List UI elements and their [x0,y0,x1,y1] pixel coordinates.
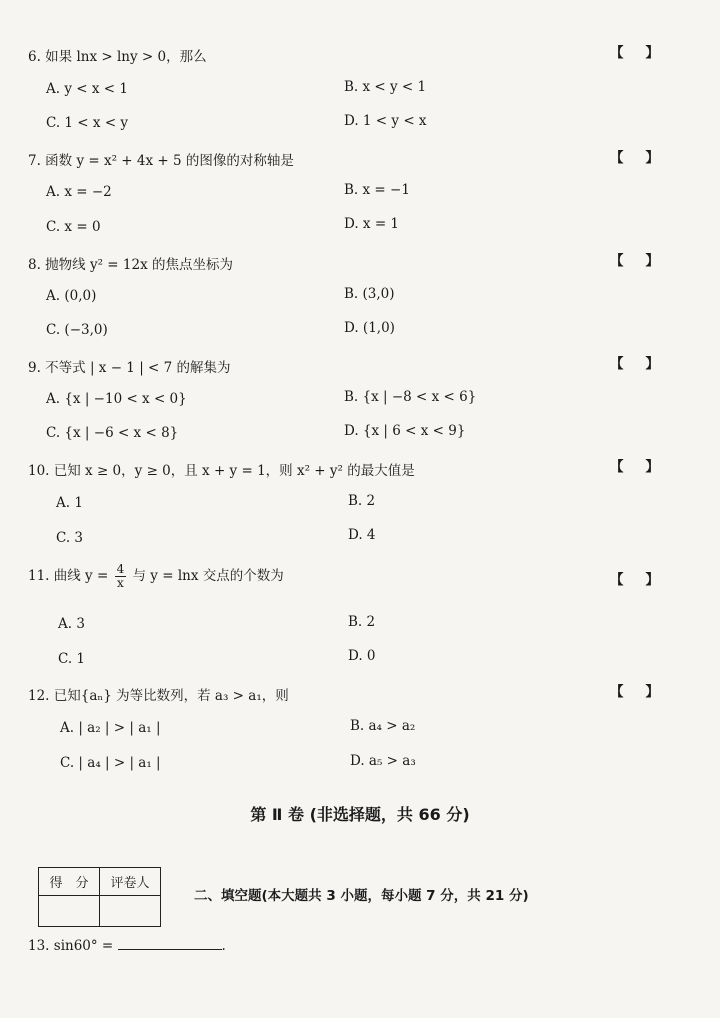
bracket-left: 【 [610,45,624,61]
question-6-stem: 6. 如果 lnx > lny > 0，那么 [28,49,207,65]
fraction-numerator: 4 [116,562,125,576]
answer-blank-13[interactable] [118,937,222,950]
question-13-period: . [221,938,226,954]
question-9-stem: 9. 不等式 | x − 1 | < 7 的解集为 [28,360,231,376]
question-9-option-b: B. {x | −8 < x < 6} [344,389,477,405]
bracket-left: 【 [610,150,624,166]
bracket-left: 【 [610,572,624,588]
section-2-title: 第 Ⅱ 卷 (非选择题，共 66 分) [250,805,470,824]
question-10-option-a: A. 1 [56,495,83,511]
question-11-stem [28,563,284,590]
question-6-option-d: D. 1 < y < x [344,113,427,129]
question-8-option-d: D. (1,0) [344,320,395,336]
question-7-stem: 7. 函数 y = x² + 4x + 5 的图像的对称轴是 [28,153,294,169]
question-10-option-b: B. 2 [348,493,376,509]
question-8-option-b: B. (3,0) [344,286,395,302]
bracket-right: 】 [645,459,659,475]
question-12-stem: 12. 已知{aₙ} 为等比数列，若 a₃ > a₁，则 [28,688,289,704]
bracket-left: 【 [610,459,624,475]
question-6-option-a: A. y < x < 1 [46,81,128,97]
bracket-left: 【 [610,684,624,700]
question-12-option-d: D. a₅ > a₃ [350,753,416,769]
question-13-stem: 13. sin60° = [28,938,118,954]
answer-bracket-7[interactable] [610,146,659,166]
question-9-option-a: A. {x | −10 < x < 0} [46,391,187,407]
score-header: 得 分 [39,868,100,896]
bracket-right: 】 [645,150,659,166]
score-cell[interactable] [39,896,100,927]
question-8-stem: 8. 抛物线 y² = 12x 的焦点坐标为 [28,257,233,273]
bracket-left: 【 [610,356,624,372]
bracket-left: 【 [610,253,624,269]
question-11-option-a: A. 3 [58,616,85,632]
question-11-stem-suffix: 与 y = lnx 交点的个数为 [128,568,284,585]
fraction-4-over-x [115,563,127,590]
bracket-right: 】 [645,356,659,372]
question-7-option-c: C. x = 0 [46,219,101,235]
answer-bracket-10[interactable] [610,455,659,475]
question-7-option-b: B. x = −1 [344,182,410,198]
question-9-option-c: C. {x | −6 < x < 8} [46,425,179,441]
question-9-option-d: D. {x | 6 < x < 9} [344,423,466,439]
answer-bracket-9[interactable] [610,352,659,372]
question-7-option-d: D. x = 1 [344,216,400,232]
bracket-right: 】 [645,253,659,269]
question-6-option-b: B. x < y < 1 [344,79,427,95]
score-table [38,867,161,927]
fraction-denominator: x [117,576,124,591]
question-13 [28,937,226,954]
question-11-option-c: C. 1 [58,651,86,667]
question-10-option-c: C. 3 [56,530,84,546]
question-11-stem-prefix: 11. 曲线 y = [28,568,113,585]
grader-cell[interactable] [100,896,161,927]
question-10-option-d: D. 4 [348,527,376,543]
bracket-right: 】 [645,45,659,61]
bracket-right: 】 [645,684,659,700]
answer-bracket-11[interactable] [610,568,659,588]
answer-bracket-12[interactable] [610,680,659,700]
question-12-option-c: C. | a₄ | > | a₁ | [60,755,161,771]
question-11-option-d: D. 0 [348,648,376,664]
question-11-option-b: B. 2 [348,614,376,630]
question-12-option-a: A. | a₂ | > | a₁ | [60,720,161,736]
answer-bracket-6[interactable] [610,41,659,61]
question-7-option-a: A. x = −2 [46,184,112,200]
question-6-option-c: C. 1 < x < y [46,115,129,131]
grader-header: 评卷人 [100,868,161,896]
fill-in-section-heading: 二、填空题(本大题共 3 小题，每小题 7 分，共 21 分) [194,888,529,904]
answer-bracket-8[interactable] [610,249,659,269]
bracket-right: 】 [645,572,659,588]
question-8-option-a: A. (0,0) [46,288,97,304]
question-10-stem: 10. 已知 x ≥ 0，y ≥ 0，且 x + y = 1，则 x² + y² 的最大值是 [28,463,415,479]
question-12-option-b: B. a₄ > a₂ [350,718,416,734]
question-8-option-c: C. (−3,0) [46,322,108,338]
